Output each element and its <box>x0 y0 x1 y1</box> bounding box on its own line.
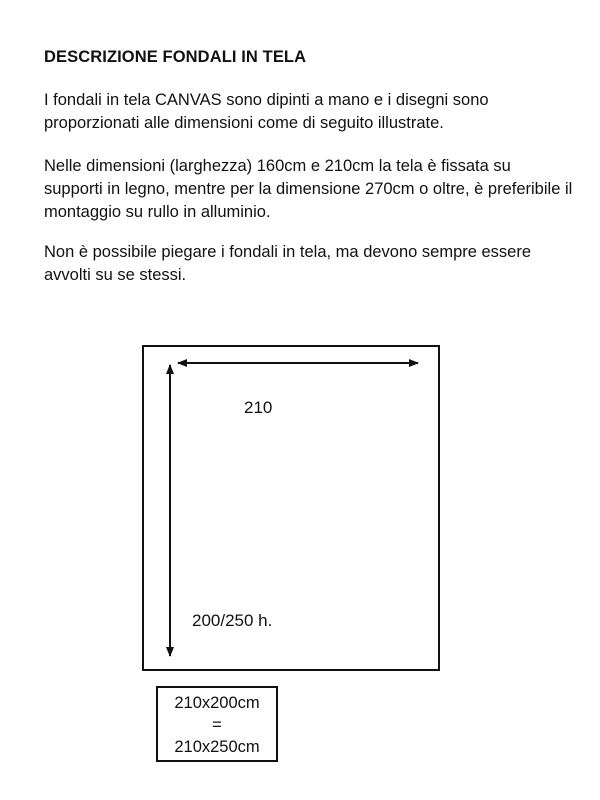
paragraph-description: I fondali in tela CANVAS sono dipinti a mano e i disegni sono proporzionati alle dimensioni come di seguito illustrate. <box>44 91 489 132</box>
size-option-first: 210x200cm <box>174 694 260 712</box>
height-label: 200/250 h. <box>192 611 273 630</box>
paragraph-folding: Non è possibile piegare i fondali in tela, ma devono sempre essere avvolti su se stessi. <box>44 243 532 284</box>
paragraph-dimensions: Nelle dimensioni (larghezza) 160cm e 210cm la tela è fissata su supporti in legno, mentre per la dimensione 270cm o oltre, è preferibile il montaggio su rullo in alluminio. <box>44 157 573 221</box>
size-options-box <box>156 686 278 762</box>
size-option-second: 210x250cm <box>174 738 260 756</box>
document-title: DESCRIZIONE FONDALI IN TELA <box>44 48 307 66</box>
backdrop-diagram-frame <box>142 345 440 671</box>
size-separator: = <box>212 716 222 734</box>
width-label: 210 <box>244 398 273 417</box>
